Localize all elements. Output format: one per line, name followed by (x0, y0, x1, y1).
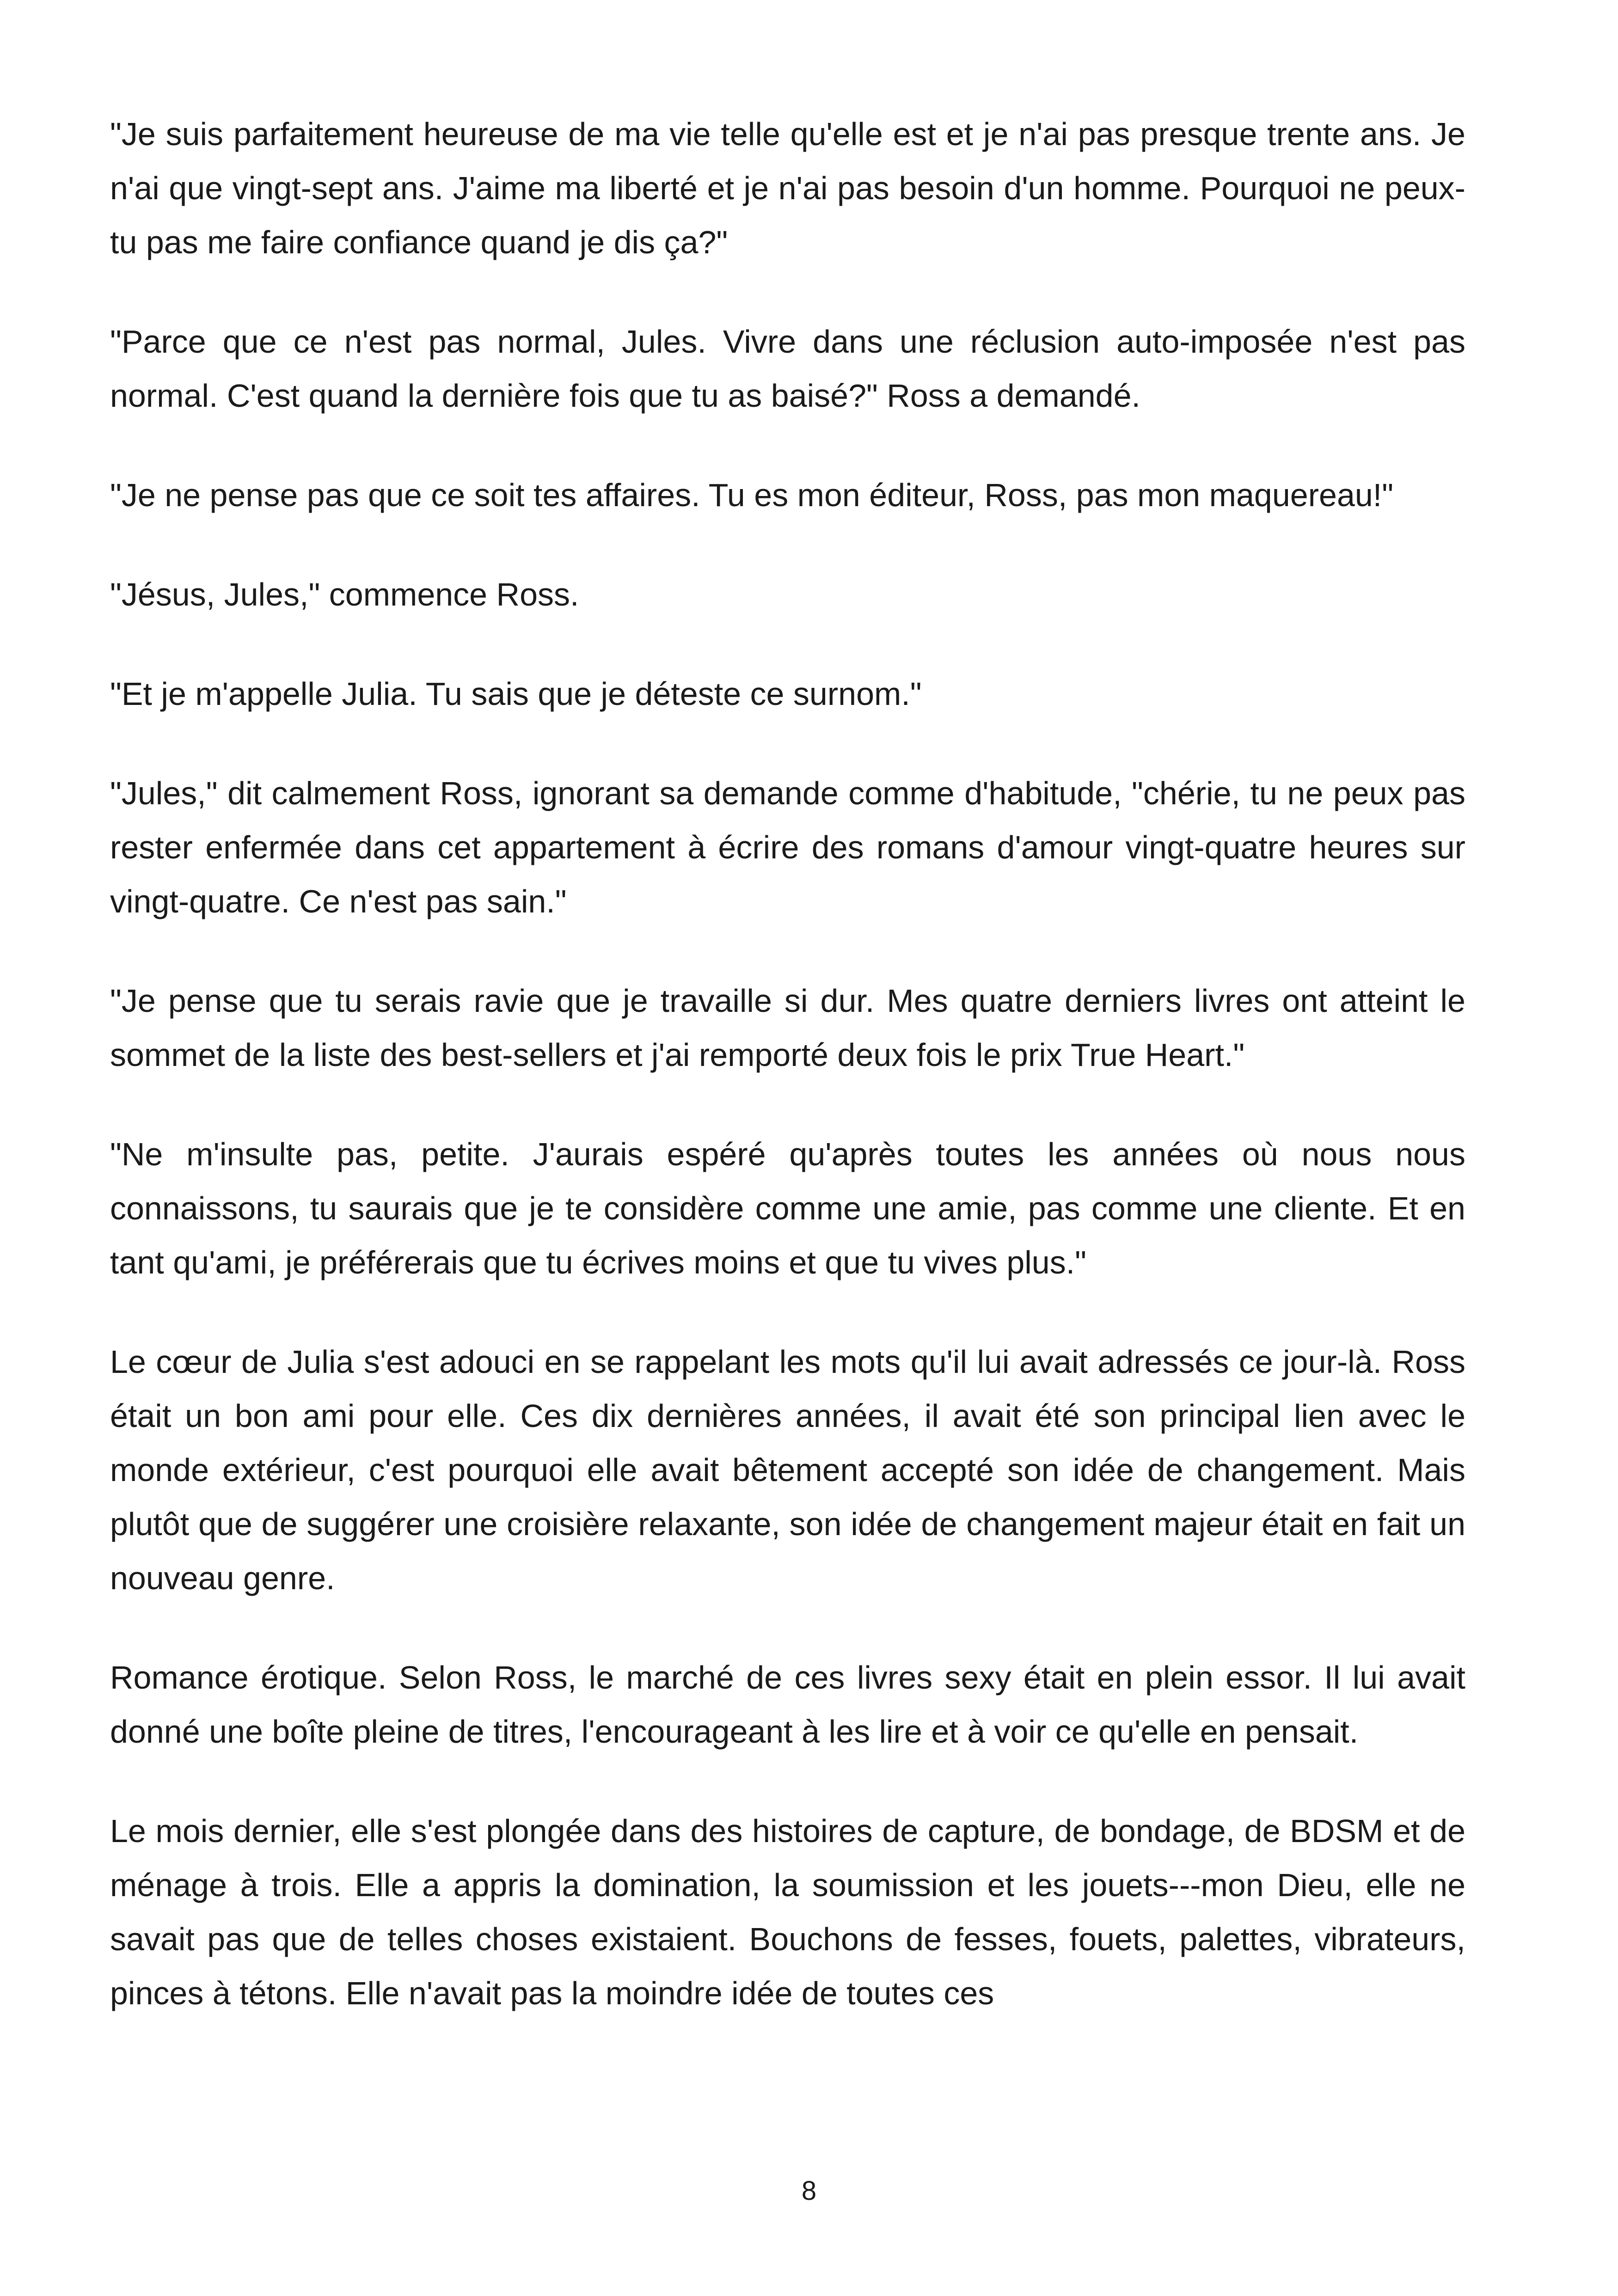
paragraph-2: "Parce que ce n'est pas normal, Jules. Vivre dans une réclusion auto-imposée n'est pas normal. C'est quand la dernière fois que tu as baisé?" Ross a demandé. (110, 324, 1465, 414)
paragraph-9: Le cœur de Julia s'est adouci en se rappelant les mots qu'il lui avait adressés ce jour-là. Ross était un bon ami pour elle. Ces dix dernières années, il avait été son principal lien avec le monde extérieur, c'est pourquoi elle avait bêtement accepté son idée de changement. Mais plutôt que de suggérer une croisière relaxante, son idée de changement majeur était en fait un nouveau genre. (110, 1344, 1465, 1596)
paragraph-11: Le mois dernier, elle s'est plongée dans des histoires de capture, de bondage, de BDSM et de ménage à trois. Elle a appris la domination, la soumission et les jouets---mon Dieu, elle ne savait pas que de telles choses existaient. Bouchons de fesses, fouets, palettes, vibrateurs, pinces à tétons. Elle n'avait pas la moindre idée de toutes ces (110, 1813, 1465, 2011)
body-text (110, 107, 1465, 2066)
paragraph-3: "Je ne pense pas que ce soit tes affaires. Tu es mon éditeur, Ross, pas mon maquereau!" (110, 477, 1394, 513)
paragraph-4: "Jésus, Jules," commence Ross. (110, 576, 579, 612)
paragraph-7: "Je pense que tu serais ravie que je travaille si dur. Mes quatre derniers livres ont atteint le sommet de la liste des best-sellers et j'ai remporté deux fois le prix True Heart." (110, 983, 1465, 1073)
paragraph-1: "Je suis parfaitement heureuse de ma vie telle qu'elle est et je n'ai pas presque trente ans. Je n'ai que vingt-sept ans. J'aime ma liberté et je n'ai pas besoin d'un homme. Pourquoi ne peux-tu pas me faire confiance quand je dis ça?" (110, 116, 1465, 260)
paragraph-8: "Ne m'insulte pas, petite. J'aurais espéré qu'après toutes les années où nous nous connaissons, tu saurais que je te considère comme une amie, pas comme une cliente. Et en tant qu'ami, je préférerais que tu écrives moins et que tu vives plus." (110, 1136, 1465, 1280)
page-number: 8 (801, 2176, 817, 2206)
paragraph-5: "Et je m'appelle Julia. Tu sais que je déteste ce surnom." (110, 676, 922, 712)
paragraph-6: "Jules," dit calmement Ross, ignorant sa demande comme d'habitude, "chérie, tu ne peux pas rester enfermée dans cet appartement à écrire des romans d'amour vingt-quatre heures sur vingt-quatre. Ce n'est pas sain." (110, 775, 1465, 919)
paragraph-10: Romance érotique. Selon Ross, le marché de ces livres sexy était en plein essor. Il lui avait donné une boîte pleine de titres, l'encourageant à les lire et à voir ce qu'elle en pensait. (110, 1659, 1465, 1750)
